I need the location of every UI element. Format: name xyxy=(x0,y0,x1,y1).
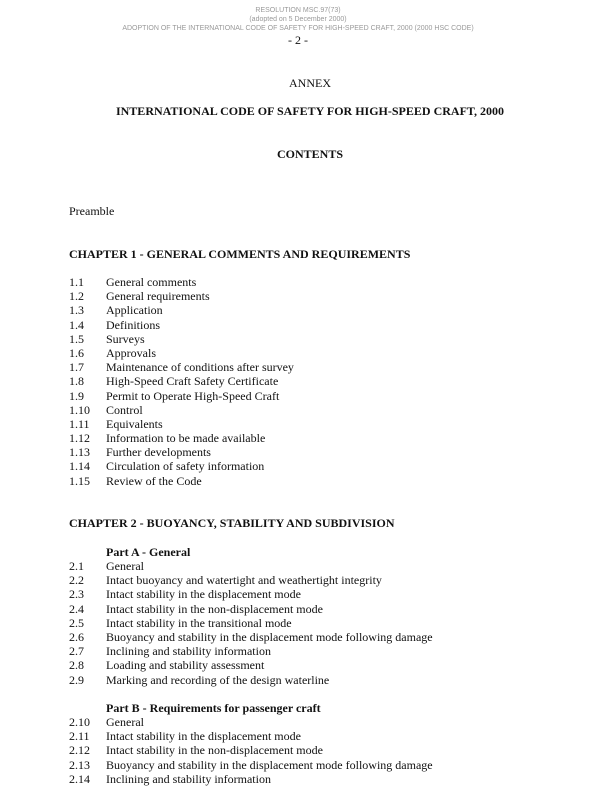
section-number: 2.3 xyxy=(69,587,84,602)
section-title: Intact buoyancy and watertight and weathertight integrity xyxy=(106,573,382,588)
toc-entry xyxy=(69,630,433,644)
section-number: 2.2 xyxy=(69,573,84,588)
toc-entry xyxy=(69,729,433,743)
section-title: Permit to Operate High-Speed Craft xyxy=(106,388,280,403)
toc-entry xyxy=(69,715,433,729)
toc-entry xyxy=(69,303,294,317)
section-number: 1.1 xyxy=(69,275,84,289)
annex-heading: ANNEX xyxy=(289,76,331,90)
toc-entry xyxy=(69,587,433,601)
section-title: General xyxy=(106,559,144,573)
toc-entry xyxy=(69,644,433,658)
section-number: 2.12 xyxy=(69,743,90,758)
section-title: General xyxy=(106,715,144,729)
section-number: 2.8 xyxy=(69,658,84,673)
toc-entry xyxy=(69,374,294,388)
toc-entry xyxy=(69,758,433,772)
section-number: 1.13 xyxy=(69,445,90,460)
section-number: 1.8 xyxy=(69,374,84,389)
toc-entry xyxy=(69,389,294,403)
section-title: Information to be made available xyxy=(106,431,266,446)
page-number: - 2 - xyxy=(288,33,308,47)
section-title: Maintenance of conditions after survey xyxy=(106,360,294,375)
section-title: Intact stability in the transitional mode xyxy=(106,615,292,630)
section-number: 2.4 xyxy=(69,601,84,616)
toc-entry xyxy=(69,403,294,417)
toc-entry xyxy=(69,559,433,573)
toc-entry xyxy=(69,417,294,431)
adoption-date: (adopted on 5 December 2000) xyxy=(249,16,347,23)
section-title: Equivalents xyxy=(106,416,163,431)
toc-entry xyxy=(69,289,294,303)
chapter-2-part-b-toc xyxy=(69,715,433,786)
chapter-1-toc xyxy=(69,275,294,488)
toc-entry xyxy=(69,445,294,459)
section-title: Review of the Code xyxy=(106,473,202,488)
chapter-2-part-a-toc xyxy=(69,559,433,687)
section-title: General comments xyxy=(106,275,197,289)
section-number: 2.9 xyxy=(69,672,84,687)
section-title: Intact stability in the displacement mode xyxy=(106,587,301,602)
section-title: Marking and recording of the design waterline xyxy=(106,672,330,687)
section-number: 1.2 xyxy=(69,289,84,304)
part-a-title: Part A - General xyxy=(106,545,191,559)
section-number: 2.7 xyxy=(69,644,84,659)
section-number: 1.6 xyxy=(69,345,84,360)
toc-preamble: Preamble xyxy=(69,204,115,218)
toc-entry xyxy=(69,332,294,346)
section-number: 1.9 xyxy=(69,388,84,403)
section-title: Loading and stability assessment xyxy=(106,658,265,673)
section-title: High-Speed Craft Safety Certificate xyxy=(106,374,279,389)
section-number: 1.12 xyxy=(69,431,90,446)
toc-entry xyxy=(69,474,294,488)
toc-entry xyxy=(69,743,433,757)
section-number: 1.10 xyxy=(69,402,90,417)
section-title: Approvals xyxy=(106,345,156,360)
section-number: 2.1 xyxy=(69,559,84,573)
section-title: Inclining and stability information xyxy=(106,771,271,786)
resolution-number: RESOLUTION MSC.97(73) xyxy=(255,7,341,14)
chapter-2-title: CHAPTER 2 - BUOYANCY, STABILITY AND SUBDIVISION xyxy=(69,516,395,530)
section-number: 2.10 xyxy=(69,715,90,729)
section-title: Control xyxy=(106,402,143,417)
section-title: General requirements xyxy=(106,289,210,304)
toc-entry xyxy=(69,459,294,473)
section-number: 1.11 xyxy=(69,416,90,431)
section-number: 2.5 xyxy=(69,615,84,630)
section-number: 2.13 xyxy=(69,757,90,772)
toc-entry xyxy=(69,602,433,616)
resolution-title: ADOPTION OF THE INTERNATIONAL CODE OF SAFETY FOR HIGH-SPEED CRAFT, 2000 (2000 HSC CODE) xyxy=(122,25,474,32)
toc-entry xyxy=(69,346,294,360)
part-b-title: Part B - Requirements for passenger craft xyxy=(106,701,321,715)
code-title: INTERNATIONAL CODE OF SAFETY FOR HIGH-SPEED CRAFT, 2000 xyxy=(115,104,505,118)
section-number: 1.15 xyxy=(69,473,90,488)
section-title: Further developments xyxy=(106,445,211,460)
chapter-1-title: CHAPTER 1 - GENERAL COMMENTS AND REQUIREMENTS xyxy=(69,247,411,261)
section-title: Intact stability in the non-displacement mode xyxy=(106,601,323,616)
section-number: 1.7 xyxy=(69,360,84,375)
toc-entry xyxy=(69,360,294,374)
contents-heading: CONTENTS xyxy=(276,147,344,161)
section-number: 1.4 xyxy=(69,317,84,332)
section-number: 2.14 xyxy=(69,771,90,786)
toc-entry xyxy=(69,573,433,587)
document-header xyxy=(0,6,596,33)
section-title: Buoyancy and stability in the displacement mode following damage xyxy=(106,629,433,644)
toc-entry xyxy=(69,318,294,332)
section-title: Definitions xyxy=(106,317,160,332)
section-number: 2.6 xyxy=(69,629,84,644)
toc-entry xyxy=(69,772,433,786)
toc-entry xyxy=(69,431,294,445)
section-title: Inclining and stability information xyxy=(106,644,271,659)
toc-entry xyxy=(69,658,433,672)
section-title: Intact stability in the displacement mode xyxy=(106,729,301,744)
section-title: Buoyancy and stability in the displacement mode following damage xyxy=(106,757,433,772)
section-title: Application xyxy=(106,303,163,318)
section-number: 1.3 xyxy=(69,303,84,318)
toc-entry xyxy=(69,673,433,687)
section-title: Intact stability in the non-displacement mode xyxy=(106,743,323,758)
section-number: 2.11 xyxy=(69,729,90,744)
section-title: Surveys xyxy=(106,331,145,346)
section-title: Circulation of safety information xyxy=(106,459,265,474)
section-number: 1.14 xyxy=(69,459,90,474)
section-number: 1.5 xyxy=(69,331,84,346)
toc-entry xyxy=(69,275,294,289)
toc-entry xyxy=(69,616,433,630)
